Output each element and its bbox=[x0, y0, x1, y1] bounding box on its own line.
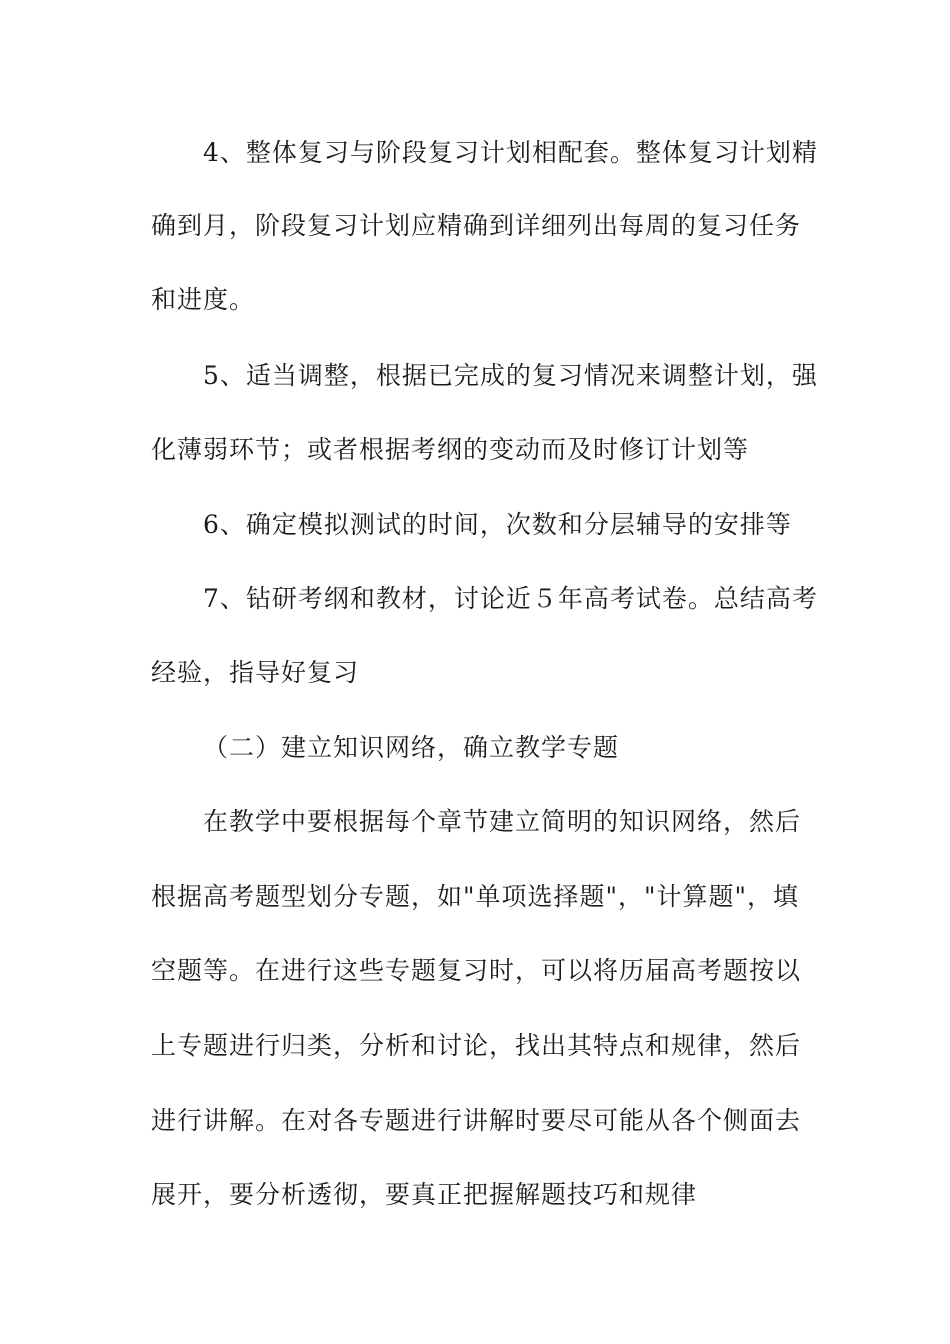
text-line: 展开，要分析透彻，要真正把握解题技巧和规律 bbox=[151, 1180, 698, 1209]
text-line: 6、确定模拟测试的时间，次数和分层辅导的安排等 bbox=[203, 510, 792, 539]
text-line: 5、适当调整，根据已完成的复习情况来调整计划，强 bbox=[203, 361, 818, 390]
text-line: 上专题进行归类，分析和讨论，找出其特点和规律，然后 bbox=[151, 1031, 802, 1060]
text-line: 确到月，阶段复习计划应精确到详细列出每周的复习任务 bbox=[151, 211, 802, 240]
text-line: 空题等。在进行这些专题复习时，可以将历届高考题按以 bbox=[151, 956, 802, 985]
text-line: 经验，指导好复习 bbox=[151, 658, 360, 687]
text-line: 4、整体复习与阶段复习计划相配套。整体复习计划精 bbox=[203, 138, 818, 167]
text-line: 和进度。 bbox=[151, 285, 256, 314]
text-line: 进行讲解。在对各专题进行讲解时要尽可能从各个侧面去 bbox=[151, 1106, 802, 1135]
text-line: 根据高考题型划分专题，如"单项选择题"，"计算题"，填 bbox=[151, 882, 799, 911]
text-line: 7、钻研考纲和教材，讨论近５年高考试卷。总结高考 bbox=[203, 584, 818, 613]
text-line: 化薄弱环节；或者根据考纲的变动而及时修订计划等 bbox=[151, 435, 750, 464]
text-line: 在教学中要根据每个章节建立简明的知识网络，然后 bbox=[203, 807, 802, 836]
section-heading: （二）建立知识网络，确立教学专题 bbox=[203, 733, 620, 762]
